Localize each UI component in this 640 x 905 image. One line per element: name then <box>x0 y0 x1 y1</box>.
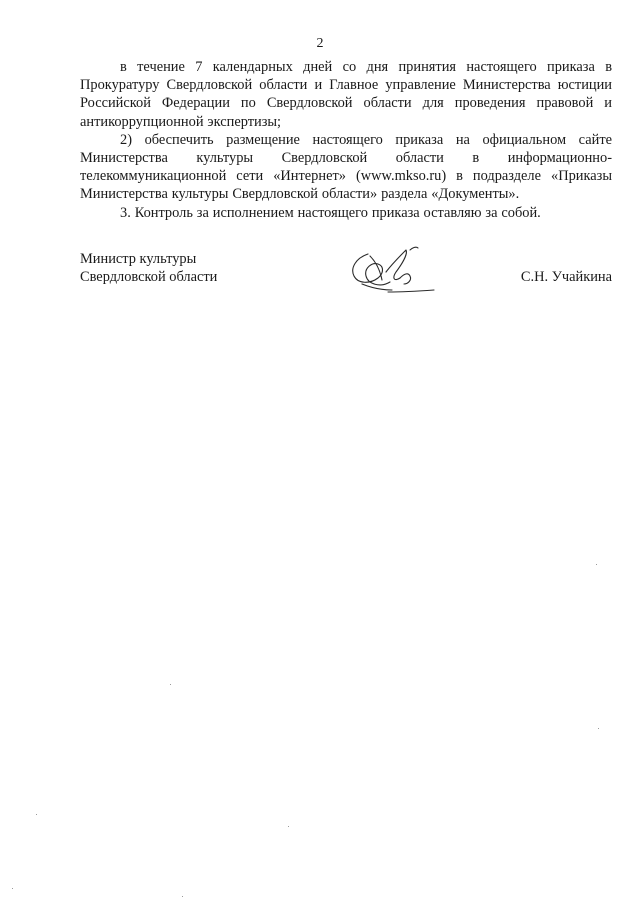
scan-speck <box>598 728 599 729</box>
signer-title-line-1: Министр культуры <box>80 251 197 267</box>
scan-speck <box>182 896 183 897</box>
signer-title-line-2: Свердловской области <box>80 269 218 286</box>
paragraph-submission-deadline: в течение 7 календарных дней со дня принятия настоящего приказа в Прокуратуру Свердловской области и Главное управление Министерства юстиции Российской Федерации по Свердловской области для проведения правовой и антикоррупционной экспертизы; <box>80 59 612 130</box>
scan-speck <box>288 826 289 827</box>
scan-speck <box>36 814 37 815</box>
scan-speck <box>596 564 597 565</box>
paragraph-control-clause: 3. Контроль за исполнением настоящего приказа оставляю за собой. <box>120 204 541 221</box>
scan-speck <box>12 888 13 889</box>
paragraph-website-publication: 2) обеспечить размещение настоящего приказа на официальном сайте Министерства культуры Свердловской области в информационно-телекоммуникационной сети «Интернет» (www.mkso.ru) в подразделе «Приказы Министерства культуры Свердловской области» раздела «Документы». <box>80 131 612 203</box>
signer-title <box>80 250 217 286</box>
signer-name: С.Н. Учайкина <box>520 269 612 285</box>
handwritten-signature <box>348 244 438 296</box>
page-number: 2 <box>316 36 324 51</box>
scan-speck <box>170 684 171 685</box>
document-body <box>80 58 612 222</box>
signature-block <box>80 250 612 310</box>
